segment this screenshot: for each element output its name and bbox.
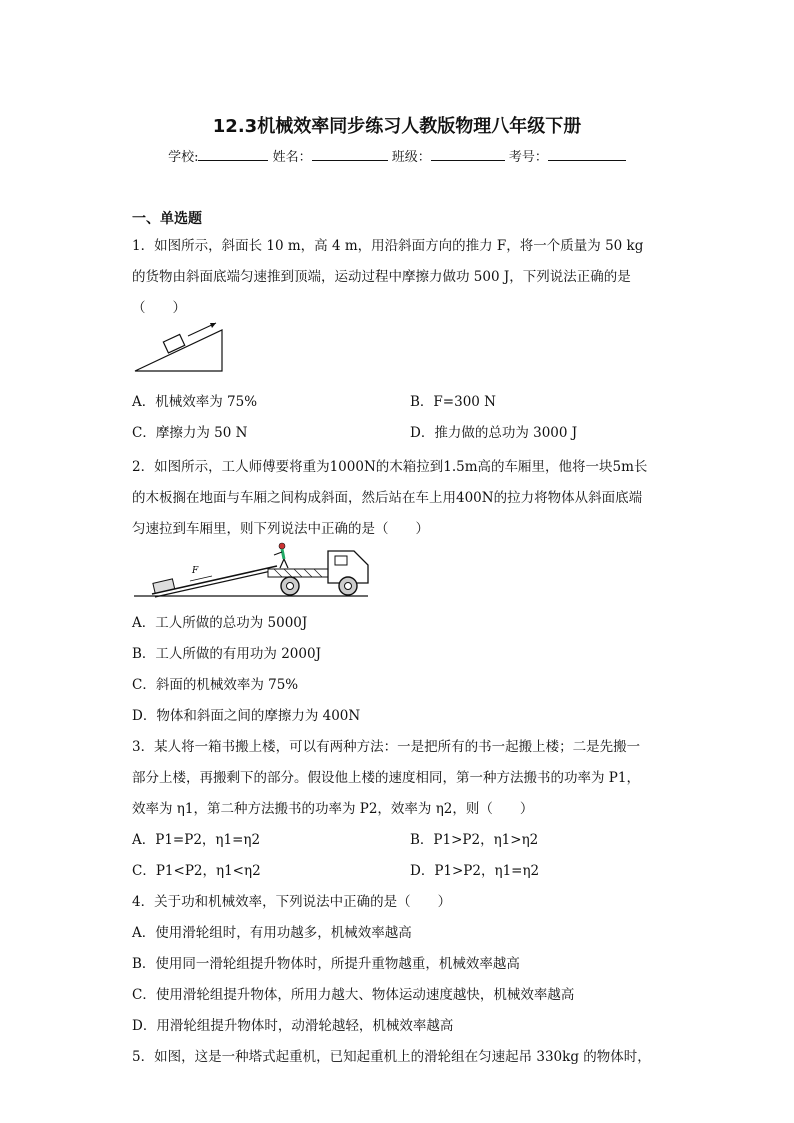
q1-line-2: 的货物由斜面底端匀速推到顶端，运动过程中摩擦力做功 500 J，下列说法正确的是 bbox=[132, 269, 631, 285]
name-label: 姓名： bbox=[272, 150, 312, 165]
q1-line-1: 1．如图所示，斜面长 10 m，高 4 m，用沿斜面方向的推力 F，将一个质量为 50 kg bbox=[132, 238, 644, 254]
q1-option-b[interactable]: B．F=300 N bbox=[410, 394, 496, 410]
q1-line-3: （ ） bbox=[132, 300, 186, 316]
class-blank[interactable] bbox=[431, 148, 505, 161]
q2-option-d[interactable]: D．物体和斜面之间的摩擦力为 400N bbox=[132, 708, 361, 724]
school-blank[interactable] bbox=[198, 148, 268, 161]
q2-line-3: 匀速拉到车厢里，则下列说法中正确的是（ ） bbox=[132, 521, 429, 537]
q3-option-a[interactable]: A．P1=P2，η1=η2 bbox=[132, 832, 261, 848]
q4-option-b[interactable]: B．使用同一滑轮组提升物体时，所提升重物越重，机械效率越高 bbox=[132, 956, 520, 972]
student-info-line bbox=[0, 146, 794, 165]
q2-line-1: 2．如图所示，工人师傅要将重为1000N的木箱拉到1.5m高的车厢里，他将一块5m长 bbox=[132, 459, 648, 475]
class-label: 班级： bbox=[391, 150, 431, 165]
page-title: 12.3机械效率同步练习人教版物理八年级下册 bbox=[212, 116, 582, 137]
q3-line-2: 部分上楼，再搬剩下的部分。假设他上楼的速度相同，第一种方法搬书的功率为 P1， bbox=[132, 770, 640, 786]
q4-line-1: 4．关于功和机械效率，下列说法中正确的是（ ） bbox=[132, 894, 452, 910]
q2-option-a[interactable]: A．工人所做的总功为 5000J bbox=[132, 615, 308, 631]
q3-option-c[interactable]: C．P1<P2，η1<η2 bbox=[132, 863, 261, 879]
q3-line-3: 效率为 η1，第二种方法搬书的功率为 P2，效率为 η2，则（ ） bbox=[132, 801, 534, 817]
q1-option-a[interactable]: A．机械效率为 75% bbox=[132, 394, 258, 410]
q2-force-label: F bbox=[192, 566, 199, 576]
q4-option-d[interactable]: D．用滑轮组提升物体时，动滑轮越轻，机械效率越高 bbox=[132, 1018, 454, 1034]
q1-option-c[interactable]: C．摩擦力为 50 N bbox=[132, 425, 248, 441]
exam-number-blank[interactable] bbox=[548, 148, 626, 161]
exam-number-label: 考号： bbox=[508, 150, 548, 165]
q2-line-2: 的木板搁在地面与车厢之间构成斜面，然后站在车上用400N的拉力将物体从斜面底端 bbox=[132, 490, 643, 506]
q2-option-c[interactable]: C．斜面的机械效率为 75% bbox=[132, 677, 299, 693]
school-label: 学校: bbox=[168, 150, 199, 165]
q5-line-1: 5．如图，这是一种塔式起重机，已知起重机上的滑轮组在匀速起吊 330kg 的物体时， bbox=[132, 1049, 651, 1065]
q1-incline-figure bbox=[132, 322, 227, 374]
q3-option-b[interactable]: B．P1>P2，η1>η2 bbox=[410, 832, 539, 848]
section-heading: 一、单选题 bbox=[132, 211, 202, 227]
q3-option-d[interactable]: D．P1>P2，η1=η2 bbox=[410, 863, 540, 879]
q3-line-1: 3．某人将一箱书搬上楼，可以有两种方法：一是把所有的书一起搬上楼；二是先搬一 bbox=[132, 739, 641, 755]
name-blank[interactable] bbox=[312, 148, 388, 161]
q4-option-a[interactable]: A．使用滑轮组时，有用功越多，机械效率越高 bbox=[132, 925, 412, 941]
q4-option-c[interactable]: C．使用滑轮组提升物体，所用力越大、物体运动速度越快，机械效率越高 bbox=[132, 987, 575, 1003]
q2-option-b[interactable]: B．工人所做的有用功为 2000J bbox=[132, 646, 321, 662]
q2-truck-ramp-figure bbox=[132, 541, 372, 601]
q1-option-d[interactable]: D．推力做的总功为 3000 J bbox=[410, 425, 578, 441]
